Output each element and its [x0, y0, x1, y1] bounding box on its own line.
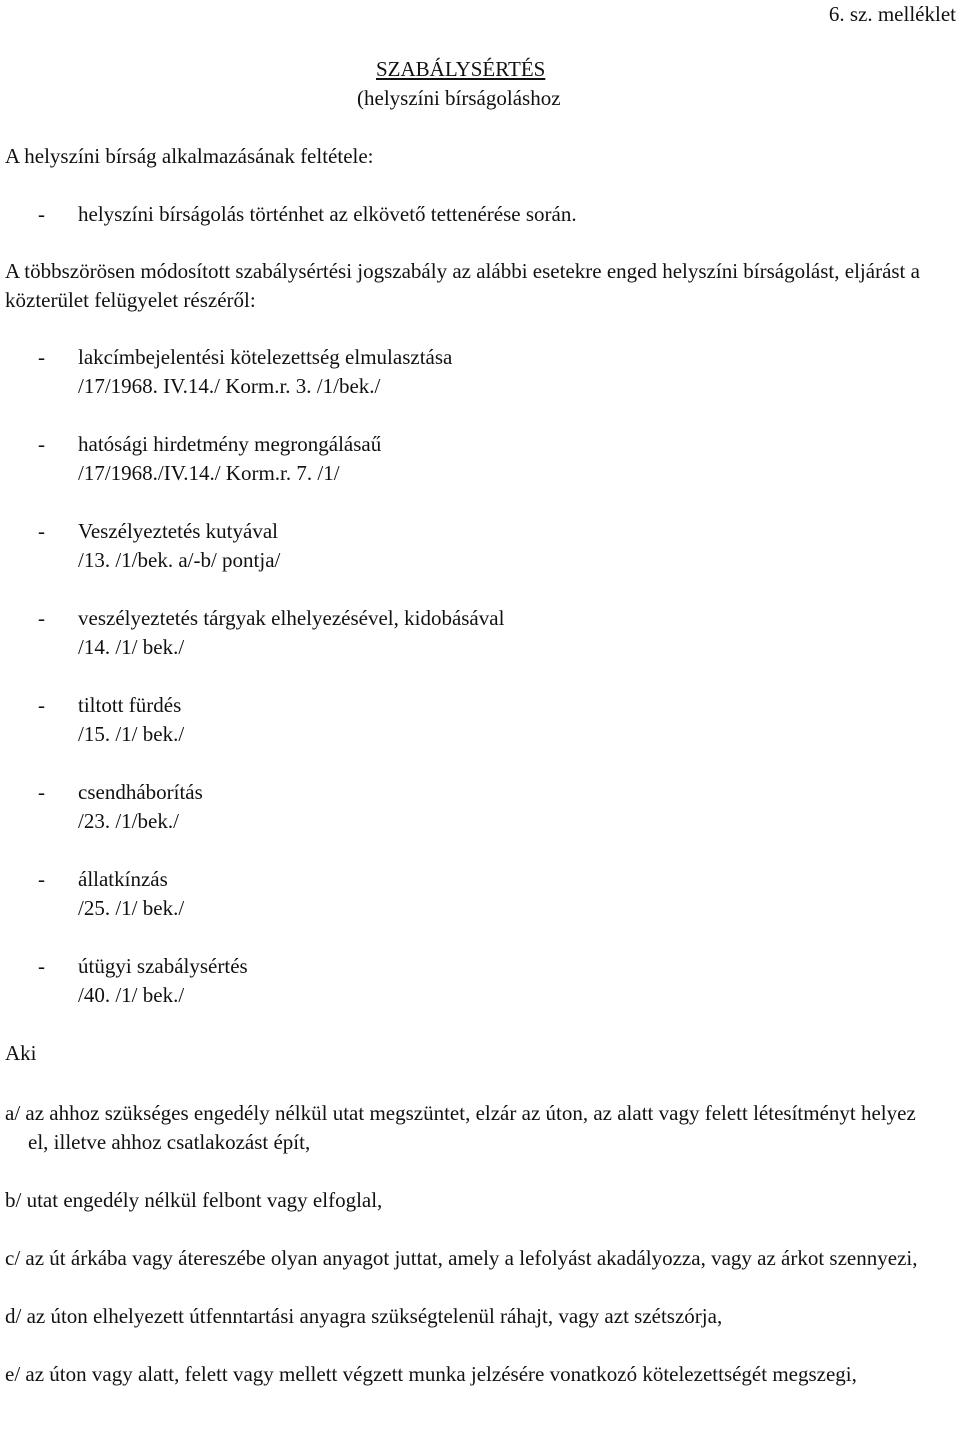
clause-e: e/ az úton vagy alatt, felett vagy mellett végzett munka jelzésére vonatkozó kötelezettségét megszegi,	[5, 1362, 857, 1386]
list-item	[38, 952, 938, 1039]
aki-label: Aki	[5, 1041, 37, 1065]
bullet-dash: -	[38, 954, 45, 978]
clause-d: d/ az úton elhelyezett útfenntartási anyagra szükségtelenül ráhajt, vagy azt szétszórja,	[5, 1304, 723, 1328]
legal-reference: /40. /1/ bek./	[78, 983, 185, 1007]
offence-name: veszélyeztetés tárgyak elhelyezésével, kidobásával	[78, 606, 505, 630]
document-title: SZABÁLYSÉRTÉS	[376, 57, 546, 81]
legal-reference: /17/1968. IV.14./ Korm.r. 3. /1/bek./	[78, 374, 381, 398]
list-item	[38, 343, 938, 430]
bullet-dash: -	[38, 867, 45, 891]
list-item	[38, 778, 938, 865]
list-item	[38, 691, 938, 778]
condition-label: A helyszíni bírság alkalmazásának feltétele:	[5, 144, 374, 168]
condition-bullet-text: helyszíni bírságolás történhet az elkövető tettenérése során.	[78, 202, 577, 226]
offence-name: tiltott fürdés	[78, 693, 182, 717]
bullet-dash: -	[38, 345, 45, 369]
clause-b: b/ utat engedély nélkül felbont vagy elfoglal,	[5, 1188, 383, 1212]
intro-paragraph: A többszörösen módosított szabálysértési jogszabály az alábbi esetekre enged helyszíni bírságolást, eljárást a közterület felügyelet részéről:	[5, 259, 920, 312]
offence-name: Veszélyeztetés kutyával	[78, 519, 278, 543]
offence-name: csendháborítás	[78, 780, 203, 804]
condition-bullet	[38, 200, 577, 229]
offence-name: hatósági hirdetmény megrongálásaű	[78, 432, 382, 456]
legal-reference: /17/1968./IV.14./ Korm.r. 7. /1/	[78, 461, 340, 485]
bullet-dash: -	[38, 519, 45, 543]
list-item	[38, 430, 938, 517]
legal-reference: /25. /1/ bek./	[78, 896, 185, 920]
clause-c: c/ az út árkába vagy átereszébe olyan anyagot juttat, amely a lefolyást akadályozza, vagy az árkot szennyezi,	[5, 1246, 918, 1270]
annex-label: 6. sz. melléklet	[828, 2, 956, 26]
offence-name: útügyi szabálysértés	[78, 954, 248, 978]
offence-name: lakcímbejelentési kötelezettség elmulasztása	[78, 345, 453, 369]
legal-reference: /13. /1/bek. a/-b/ pontja/	[78, 548, 281, 572]
bullet-dash: -	[38, 202, 45, 226]
list-item	[38, 517, 938, 604]
legal-reference: /23. /1/bek./	[78, 809, 179, 833]
offence-list	[38, 343, 938, 1039]
bullet-dash: -	[38, 432, 45, 456]
legal-reference: /14. /1/ bek./	[78, 635, 185, 659]
list-item	[38, 865, 938, 952]
bullet-dash: -	[38, 780, 45, 804]
legal-reference: /15. /1/ bek./	[78, 722, 185, 746]
clause-a: a/ az ahhoz szükséges engedély nélkül utat megszüntet, elzár az úton, az alatt vagy felett létesítményt helyez el, illetve ahhoz csatlakozást épít,	[5, 1101, 916, 1154]
bullet-dash: -	[38, 606, 45, 630]
bullet-dash: -	[38, 693, 45, 717]
document-subtitle: (helyszíni bírságoláshoz	[357, 86, 561, 110]
list-item	[38, 604, 938, 691]
clause-list	[5, 1099, 935, 1418]
offence-name: állatkínzás	[78, 867, 168, 891]
